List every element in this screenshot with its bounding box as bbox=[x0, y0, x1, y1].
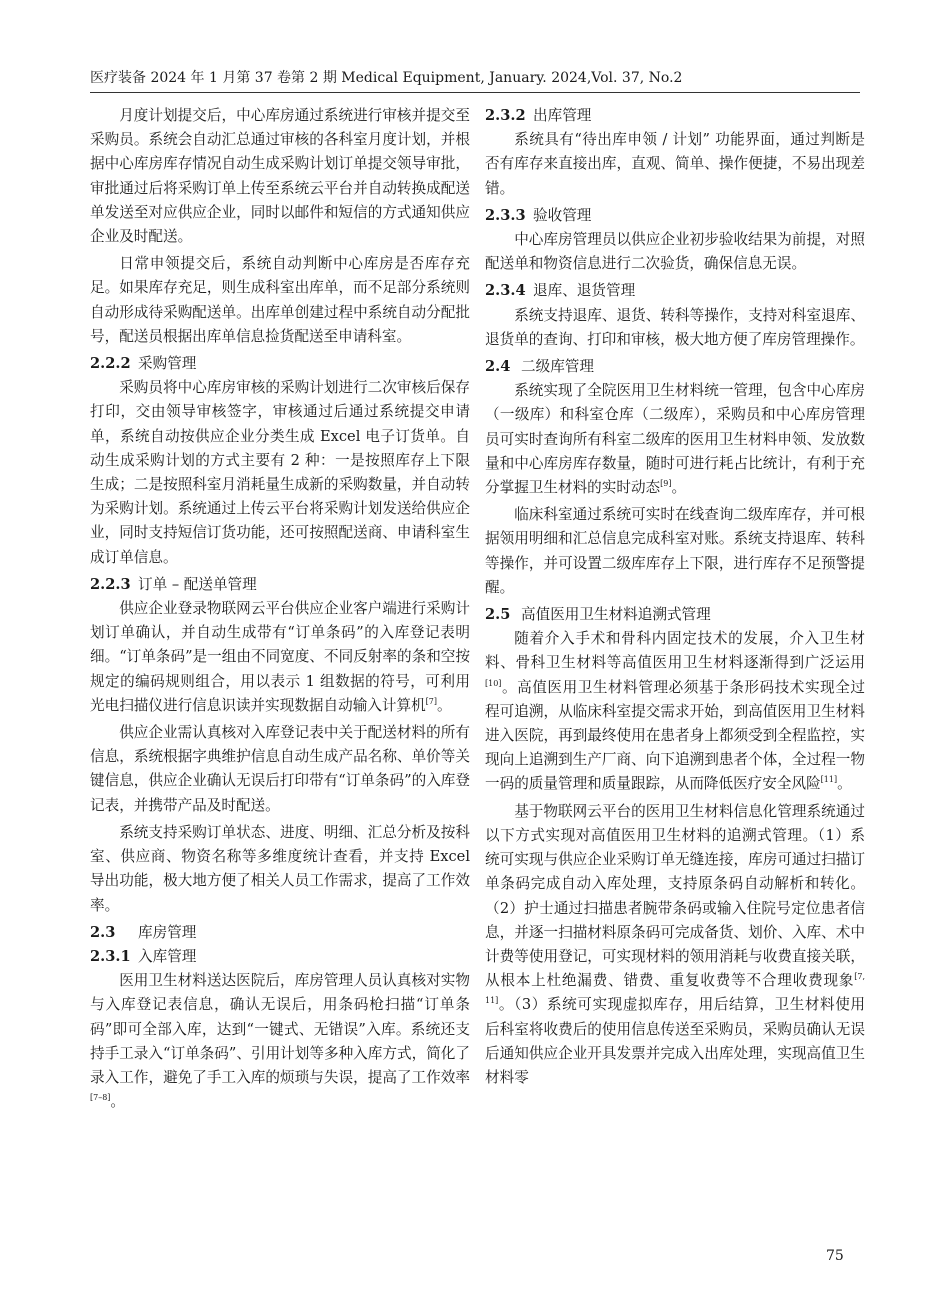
paragraph bbox=[90, 969, 470, 1114]
citation-ref: [10] bbox=[485, 678, 502, 688]
paragraph-text: 医用卫生材料送达医院后，库房管理人员认真核对实物与入库登记表信息，确认无误后，用条码枪扫描“订单条码”即可全部入库，达到“一键式、无错误”入库。系统还支持手工录入“订单条码”、引用计划等多种入库方式，简化了录入工作，避免了手工入库的烦琐与失误，提高了工作效率 bbox=[90, 972, 470, 1086]
paragraph-text: 系统实现了全院医用卫生材料统一管理，包含中心库房（一级库）和科室仓库（二级库），采购员和中心库房管理员可实时查询所有科室二级库的医用卫生材料申领、发放数量和中心库房库存数量，随时可进行耗占比统计，有利于充分掌握卫生材料的实时动态 bbox=[485, 382, 865, 497]
section-title: 库房管理 bbox=[138, 923, 197, 941]
section-heading-2-3-1 bbox=[90, 945, 470, 969]
section-number: 2.2.2 bbox=[90, 355, 131, 373]
citation-ref: [7] bbox=[425, 697, 438, 707]
right-column bbox=[485, 104, 865, 1093]
section-heading-2-5 bbox=[485, 603, 865, 627]
section-title: 二级库管理 bbox=[521, 358, 594, 376]
section-number: 2.3.3 bbox=[485, 206, 526, 224]
paragraph-end: 。 bbox=[671, 479, 687, 497]
paragraph-end: 。 bbox=[837, 775, 852, 793]
citation-ref: [7, 11] bbox=[485, 972, 865, 1006]
citation-ref: [7–8] bbox=[90, 1093, 111, 1103]
paragraph: 系统支持退库、退货、转科等操作，支持对科室退库、退货单的查询、打印和审核，极大地方便了库房管理操作。 bbox=[485, 306, 865, 348]
section-number: 2.3.4 bbox=[485, 282, 526, 300]
section-number: 2.2.3 bbox=[90, 575, 131, 593]
section-title: 采购管理 bbox=[138, 355, 197, 373]
running-header: 医疗装备 2024 年 1 月第 37 卷第 2 期 Medical Equipment, January. 2024,Vol. 37, No.2 bbox=[90, 70, 683, 86]
section-heading-2-2-2 bbox=[90, 352, 470, 376]
header-rule bbox=[90, 92, 860, 93]
paragraph-text: 基于物联网云平台的医用卫生材料信息化管理系统通过以下方式实现对高值医用卫生材料的追溯式管理。（1）系统可实现与供应企业采购订单无缝连接，库房可通过扫描订单条码完成自动入库处理，支持原条码自动解析和转化。（2）护士通过扫描患者腕带条码或输入住院号定位患者信息，并逐一扫描材料原条码可完成备货、划价、入库、术中计费等使用登记，可实现材料的领用消耗与收费直接关联，从根本上杜绝漏费、错费、重复收费等不合理收费现象 bbox=[485, 802, 865, 990]
paragraph: 采购员将中心库房审核的采购计划进行二次审核后保存打印，交由领导审核签字，审核通过后通过系统提交申请单，系统自动按供应企业分类生成 Excel 电子订货单。自动生成采购计划的方式主要有 2 种：一是按照库存上下限生成；二是按照科室月消耗量生成新的采购数量，并自动转为采购计划。系统通过上传云平台将采购计划发送给供应企业，同时支持短信订货功能，还可按照配送商、申请科室生成订单信息。 bbox=[90, 379, 470, 566]
paragraph bbox=[485, 379, 865, 500]
paragraph: 中心库房管理员以供应企业初步验收结果为前提，对照配送单和物资信息进行二次验货，确保信息无误。 bbox=[485, 231, 865, 273]
paragraph-end: 。 bbox=[110, 1093, 126, 1111]
section-heading-2-2-3 bbox=[90, 573, 470, 597]
page-number: 75 bbox=[826, 1248, 844, 1264]
paragraph-text: 。高值医用卫生材料管理必须基于条形码技术实现全过程可追溯，从临床科室提交需求开始，到高值医用卫生材料进入医院，再到最终使用在患者身上都须受到全程监控，实现向上追溯到生产厂商、向下追溯到患者个体，全过程一物一码的质量管理和质量跟踪，从而降低医疗安全风险 bbox=[485, 678, 865, 793]
section-title: 出库管理 bbox=[533, 107, 592, 124]
paragraph: 系统具有“待出库申领 / 计划” 功能界面，通过判断是否有库存来直接出库，直观、简单、操作便捷，不易出现差错。 bbox=[485, 131, 865, 197]
left-column bbox=[90, 104, 470, 1117]
section-number: 2.4 bbox=[485, 358, 511, 376]
paragraph: 供应企业需认真核对入库登记表中关于配送材料的所有信息，系统根据字典维护信息自动生成产品名称、单价等关键信息，供应企业确认无误后打印带有“订单条码”的入库登记表，并携带产品及时配送。 bbox=[90, 724, 470, 814]
section-heading-2-3-4 bbox=[485, 279, 865, 303]
section-heading-2-3-2 bbox=[485, 104, 865, 128]
paragraph-text: 供应企业登录物联网云平台供应企业客户端进行采购计划订单确认，并自动生成带有“订单条码”的入库登记表明细。“订单条码”是一组由不同宽度、不同反射率的条和空按规定的编码规则组合，用以表示 1 组数据的符号，可利用光电扫描仪进行信息识读并实现数据自动输入计算机 bbox=[90, 600, 470, 714]
paragraph-text: 随着介入手术和骨科内固定技术的发展，介入卫生材料、骨科卫生材料等高值医用卫生材料逐渐得到广泛运用 bbox=[485, 630, 865, 672]
section-number: 2.3.2 bbox=[485, 107, 526, 124]
section-title: 订单 – 配送单管理 bbox=[138, 575, 257, 593]
section-title: 高值医用卫生材料追溯式管理 bbox=[521, 606, 711, 624]
section-number: 2.5 bbox=[485, 606, 511, 624]
paragraph bbox=[90, 597, 470, 718]
citation-ref: [9] bbox=[660, 479, 672, 489]
section-title: 验收管理 bbox=[533, 206, 592, 224]
paragraph-text: 。（3）系统可实现虚拟库存，用后结算，卫生材料使用后科室将收费后的使用信息传送至采购员，采购员确认无误后通知供应企业开具发票并完成入出库处理，实现高值卫生材料零 bbox=[485, 996, 865, 1086]
section-heading-2-4 bbox=[485, 355, 865, 379]
section-heading-2-3 bbox=[90, 921, 470, 945]
section-number: 2.3 bbox=[90, 923, 116, 941]
section-title: 退库、退货管理 bbox=[533, 282, 636, 300]
citation-ref: [11] bbox=[820, 775, 838, 785]
paragraph: 日常申领提交后，系统自动判断中心库房是否库存充足。如果库存充足，则生成科室出库单，而不足部分系统则自动形成待采购配送单。出库单创建过程中系统自动分配批号，配送员根据出库单信息捡货配送至申请科室。 bbox=[90, 255, 470, 345]
paragraph: 月度计划提交后，中心库房通过系统进行审核并提交至采购员。系统会自动汇总通过审核的各科室月度计划，并根据中心库房库存情况自动生成采购计划订单提交领导审批，审批通过后将采购订单上传至系统云平台并自动转换成配送单发送至对应供应企业，同时以邮件和短信的方式通知供应企业及时配送。 bbox=[90, 107, 470, 246]
paragraph: 系统支持采购订单状态、进度、明细、汇总分析及按科室、供应商、物资名称等多维度统计查看，并支持 Excel 导出功能，极大地方便了相关人员工作需求，提高了工作效率。 bbox=[90, 823, 470, 914]
paragraph-end: 。 bbox=[437, 696, 452, 714]
section-title: 入库管理 bbox=[138, 947, 197, 965]
section-number: 2.3.1 bbox=[90, 947, 131, 965]
paragraph bbox=[485, 800, 865, 1090]
section-heading-2-3-3 bbox=[485, 204, 865, 228]
paragraph: 临床科室通过系统可实时在线查询二级库库存，并可根据领用明细和汇总信息完成科室对账。系统支持退库、转科等操作，并可设置二级库库存上下限，进行库存不足预警提醒。 bbox=[485, 506, 865, 596]
paragraph bbox=[485, 627, 865, 796]
